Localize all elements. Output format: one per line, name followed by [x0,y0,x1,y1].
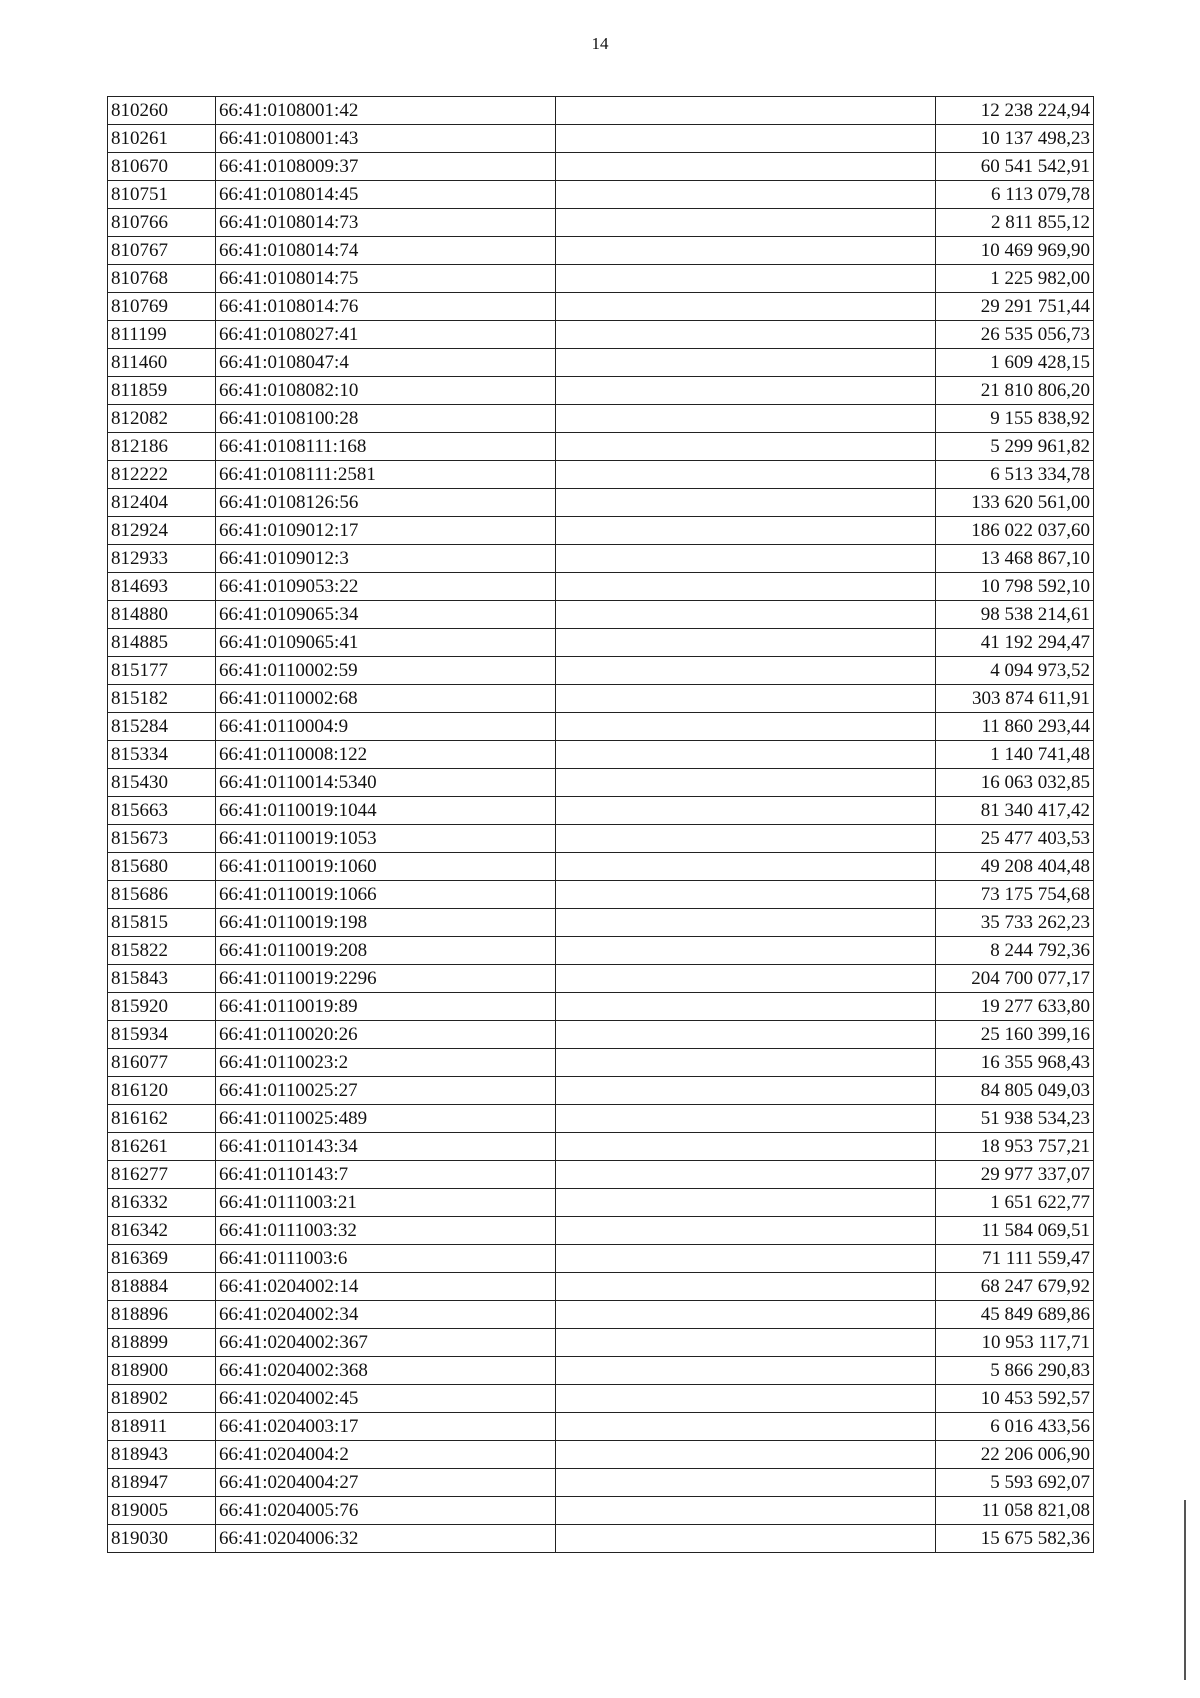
empty-cell [556,1357,936,1385]
value-cell: 25 477 403,53 [936,825,1094,853]
value-cell: 5 866 290,83 [936,1357,1094,1385]
object-id-cell: 810261 [108,125,216,153]
table-row [108,1441,1094,1469]
table-row [108,657,1094,685]
object-id-cell: 819030 [108,1525,216,1553]
value-cell: 21 810 806,20 [936,377,1094,405]
table-row [108,1385,1094,1413]
empty-cell [556,629,936,657]
cadastral-number-cell: 66:41:0108001:43 [216,125,556,153]
empty-cell [556,1469,936,1497]
object-id-cell: 812082 [108,405,216,433]
object-id-cell: 815334 [108,741,216,769]
empty-cell [556,741,936,769]
object-id-cell: 812924 [108,517,216,545]
object-id-cell: 815680 [108,853,216,881]
empty-cell [556,657,936,685]
value-cell: 19 277 633,80 [936,993,1094,1021]
table-row [108,1497,1094,1525]
empty-cell [556,1273,936,1301]
object-id-cell: 816077 [108,1049,216,1077]
object-id-cell: 810260 [108,97,216,125]
table-row [108,797,1094,825]
object-id-cell: 818900 [108,1357,216,1385]
empty-cell [556,1049,936,1077]
cadastral-number-cell: 66:41:0204005:76 [216,1497,556,1525]
value-cell: 68 247 679,92 [936,1273,1094,1301]
table-row [108,965,1094,993]
cadastral-number-cell: 66:41:0110019:1044 [216,797,556,825]
cadastral-number-cell: 66:41:0204003:17 [216,1413,556,1441]
cadastral-number-cell: 66:41:0110020:26 [216,1021,556,1049]
value-cell: 12 238 224,94 [936,97,1094,125]
table-row [108,433,1094,461]
table-row [108,601,1094,629]
object-id-cell: 816162 [108,1105,216,1133]
object-id-cell: 810751 [108,181,216,209]
cadastral-number-cell: 66:41:0110014:5340 [216,769,556,797]
object-id-cell: 818896 [108,1301,216,1329]
table-row [108,181,1094,209]
cadastral-number-cell: 66:41:0110143:34 [216,1133,556,1161]
table-row [108,881,1094,909]
object-id-cell: 811859 [108,377,216,405]
object-id-cell: 816332 [108,1189,216,1217]
value-cell: 11 584 069,51 [936,1217,1094,1245]
table-row [108,1301,1094,1329]
object-id-cell: 815673 [108,825,216,853]
cadastral-number-cell: 66:41:0109012:3 [216,545,556,573]
scan-edge-mark [1184,1500,1186,1680]
table-row [108,265,1094,293]
cadastral-number-cell: 66:41:0111003:6 [216,1245,556,1273]
empty-cell [556,1329,936,1357]
empty-cell [556,573,936,601]
table-row [108,769,1094,797]
empty-cell [556,1525,936,1553]
cadastral-number-cell: 66:41:0111003:21 [216,1189,556,1217]
empty-cell [556,1301,936,1329]
table-row [108,1077,1094,1105]
value-cell: 4 094 973,52 [936,657,1094,685]
value-cell: 35 733 262,23 [936,909,1094,937]
cadastral-number-cell: 66:41:0108014:73 [216,209,556,237]
object-id-cell: 812404 [108,489,216,517]
value-cell: 73 175 754,68 [936,881,1094,909]
value-cell: 10 469 969,90 [936,237,1094,265]
value-cell: 11 058 821,08 [936,1497,1094,1525]
table-row [108,1245,1094,1273]
empty-cell [556,1497,936,1525]
value-cell: 204 700 077,17 [936,965,1094,993]
value-cell: 186 022 037,60 [936,517,1094,545]
empty-cell [556,181,936,209]
empty-cell [556,265,936,293]
table-row [108,993,1094,1021]
object-id-cell: 810767 [108,237,216,265]
empty-cell [556,545,936,573]
empty-cell [556,601,936,629]
cadastral-number-cell: 66:41:0108111:168 [216,433,556,461]
table-row [108,1413,1094,1441]
object-id-cell: 816369 [108,1245,216,1273]
empty-cell [556,769,936,797]
empty-cell [556,1189,936,1217]
value-cell: 22 206 006,90 [936,1441,1094,1469]
object-id-cell: 818884 [108,1273,216,1301]
object-id-cell: 818911 [108,1413,216,1441]
empty-cell [556,489,936,517]
object-id-cell: 810769 [108,293,216,321]
cadastral-number-cell: 66:41:0110019:1060 [216,853,556,881]
empty-cell [556,1245,936,1273]
table-row [108,377,1094,405]
cadastral-number-cell: 66:41:0204002:368 [216,1357,556,1385]
cadastral-number-cell: 66:41:0204002:14 [216,1273,556,1301]
value-cell: 29 291 751,44 [936,293,1094,321]
table-row [108,209,1094,237]
value-cell: 1 609 428,15 [936,349,1094,377]
table-row [108,125,1094,153]
value-cell: 2 811 855,12 [936,209,1094,237]
table-row [108,1525,1094,1553]
cadastral-number-cell: 66:41:0108047:4 [216,349,556,377]
table-row [108,517,1094,545]
object-id-cell: 815182 [108,685,216,713]
table-row [108,293,1094,321]
empty-cell [556,881,936,909]
value-cell: 13 468 867,10 [936,545,1094,573]
empty-cell [556,517,936,545]
value-cell: 10 953 117,71 [936,1329,1094,1357]
object-id-cell: 815284 [108,713,216,741]
empty-cell [556,293,936,321]
cadastral-value-table [107,96,1094,1553]
empty-cell [556,1133,936,1161]
empty-cell [556,1161,936,1189]
object-id-cell: 815843 [108,965,216,993]
empty-cell [556,349,936,377]
object-id-cell: 812933 [108,545,216,573]
cadastral-number-cell: 66:41:0110019:208 [216,937,556,965]
value-cell: 26 535 056,73 [936,321,1094,349]
cadastral-number-cell: 66:41:0108014:75 [216,265,556,293]
cadastral-number-cell: 66:41:0111003:32 [216,1217,556,1245]
table-row [108,1105,1094,1133]
table-row [108,405,1094,433]
table-row [108,489,1094,517]
object-id-cell: 818943 [108,1441,216,1469]
table-row [108,321,1094,349]
value-cell: 71 111 559,47 [936,1245,1094,1273]
table-row [108,1357,1094,1385]
object-id-cell: 810766 [108,209,216,237]
object-id-cell: 811460 [108,349,216,377]
cadastral-number-cell: 66:41:0110025:27 [216,1077,556,1105]
table-row [108,1273,1094,1301]
empty-cell [556,1105,936,1133]
object-id-cell: 815177 [108,657,216,685]
table-row [108,629,1094,657]
value-cell: 303 874 611,91 [936,685,1094,713]
empty-cell [556,825,936,853]
empty-cell [556,237,936,265]
table-row [108,1329,1094,1357]
empty-cell [556,1077,936,1105]
object-id-cell: 815920 [108,993,216,1021]
empty-cell [556,909,936,937]
value-cell: 10 453 592,57 [936,1385,1094,1413]
object-id-cell: 818947 [108,1469,216,1497]
cadastral-number-cell: 66:41:0108111:2581 [216,461,556,489]
cadastral-number-cell: 66:41:0110019:2296 [216,965,556,993]
cadastral-number-cell: 66:41:0110143:7 [216,1161,556,1189]
object-id-cell: 815663 [108,797,216,825]
empty-cell [556,321,936,349]
object-id-cell: 812186 [108,433,216,461]
value-cell: 11 860 293,44 [936,713,1094,741]
table-row [108,909,1094,937]
table-row [108,1217,1094,1245]
cadastral-number-cell: 66:41:0110019:198 [216,909,556,937]
value-cell: 10 137 498,23 [936,125,1094,153]
table-row [108,825,1094,853]
object-id-cell: 815822 [108,937,216,965]
empty-cell [556,1385,936,1413]
cadastral-number-cell: 66:41:0110002:59 [216,657,556,685]
empty-cell [556,461,936,489]
object-id-cell: 815686 [108,881,216,909]
value-cell: 25 160 399,16 [936,1021,1094,1049]
table-row [108,1189,1094,1217]
cadastral-number-cell: 66:41:0110019:1066 [216,881,556,909]
table-row [108,97,1094,125]
table-row [108,685,1094,713]
table-row [108,461,1094,489]
value-cell: 8 244 792,36 [936,937,1094,965]
empty-cell [556,1021,936,1049]
empty-cell [556,965,936,993]
cadastral-number-cell: 66:41:0109053:22 [216,573,556,601]
cadastral-number-cell: 66:41:0109012:17 [216,517,556,545]
cadastral-number-cell: 66:41:0110023:2 [216,1049,556,1077]
table-row [108,153,1094,181]
value-cell: 18 953 757,21 [936,1133,1094,1161]
cadastral-number-cell: 66:41:0204002:45 [216,1385,556,1413]
empty-cell [556,377,936,405]
empty-cell [556,937,936,965]
cadastral-number-cell: 66:41:0108014:45 [216,181,556,209]
empty-cell [556,853,936,881]
value-cell: 1 651 622,77 [936,1189,1094,1217]
page-number: 14 [591,34,609,53]
object-id-cell: 818902 [108,1385,216,1413]
empty-cell [556,993,936,1021]
object-id-cell: 815815 [108,909,216,937]
table-row [108,741,1094,769]
cadastral-number-cell: 66:41:0110025:489 [216,1105,556,1133]
empty-cell [556,713,936,741]
cadastral-number-cell: 66:41:0108009:37 [216,153,556,181]
empty-cell [556,97,936,125]
value-cell: 15 675 582,36 [936,1525,1094,1553]
cadastral-number-cell: 66:41:0204006:32 [216,1525,556,1553]
table-row [108,545,1094,573]
table-row [108,713,1094,741]
table-row [108,1049,1094,1077]
table-row [108,1469,1094,1497]
empty-cell [556,433,936,461]
value-cell: 5 299 961,82 [936,433,1094,461]
object-id-cell: 814885 [108,629,216,657]
cadastral-number-cell: 66:41:0110019:89 [216,993,556,1021]
cadastral-number-cell: 66:41:0108082:10 [216,377,556,405]
value-cell: 1 225 982,00 [936,265,1094,293]
object-id-cell: 815430 [108,769,216,797]
object-id-cell: 810768 [108,265,216,293]
object-id-cell: 816261 [108,1133,216,1161]
table-row [108,1161,1094,1189]
cadastral-number-cell: 66:41:0110004:9 [216,713,556,741]
value-cell: 41 192 294,47 [936,629,1094,657]
table-row [108,853,1094,881]
value-cell: 49 208 404,48 [936,853,1094,881]
table-body [108,97,1094,1553]
object-id-cell: 812222 [108,461,216,489]
object-id-cell: 810670 [108,153,216,181]
object-id-cell: 816120 [108,1077,216,1105]
value-cell: 133 620 561,00 [936,489,1094,517]
object-id-cell: 811199 [108,321,216,349]
value-cell: 98 538 214,61 [936,601,1094,629]
cadastral-number-cell: 66:41:0204002:34 [216,1301,556,1329]
table-row [108,349,1094,377]
cadastral-number-cell: 66:41:0108001:42 [216,97,556,125]
value-cell: 29 977 337,07 [936,1161,1094,1189]
object-id-cell: 816277 [108,1161,216,1189]
object-id-cell: 814880 [108,601,216,629]
cadastral-number-cell: 66:41:0108100:28 [216,405,556,433]
empty-cell [556,1217,936,1245]
value-cell: 6 513 334,78 [936,461,1094,489]
value-cell: 1 140 741,48 [936,741,1094,769]
empty-cell [556,1441,936,1469]
table-row [108,1021,1094,1049]
object-id-cell: 819005 [108,1497,216,1525]
cadastral-number-cell: 66:41:0108027:41 [216,321,556,349]
object-id-cell: 814693 [108,573,216,601]
cadastral-number-cell: 66:41:0204004:2 [216,1441,556,1469]
value-cell: 10 798 592,10 [936,573,1094,601]
empty-cell [556,153,936,181]
table-row [108,237,1094,265]
object-id-cell: 816342 [108,1217,216,1245]
cadastral-number-cell: 66:41:0204002:367 [216,1329,556,1357]
cadastral-number-cell: 66:41:0108014:76 [216,293,556,321]
cadastral-number-cell: 66:41:0110019:1053 [216,825,556,853]
cadastral-number-cell: 66:41:0204004:27 [216,1469,556,1497]
table-row [108,1133,1094,1161]
empty-cell [556,405,936,433]
empty-cell [556,209,936,237]
table-row [108,573,1094,601]
cadastral-number-cell: 66:41:0109065:34 [216,601,556,629]
cadastral-number-cell: 66:41:0110008:122 [216,741,556,769]
object-id-cell: 818899 [108,1329,216,1357]
empty-cell [556,797,936,825]
cadastral-number-cell: 66:41:0110002:68 [216,685,556,713]
object-id-cell: 815934 [108,1021,216,1049]
empty-cell [556,1413,936,1441]
cadastral-number-cell: 66:41:0109065:41 [216,629,556,657]
value-cell: 16 063 032,85 [936,769,1094,797]
value-cell: 6 016 433,56 [936,1413,1094,1441]
value-cell: 6 113 079,78 [936,181,1094,209]
value-cell: 5 593 692,07 [936,1469,1094,1497]
value-cell: 9 155 838,92 [936,405,1094,433]
value-cell: 60 541 542,91 [936,153,1094,181]
cadastral-number-cell: 66:41:0108126:56 [216,489,556,517]
cadastral-number-cell: 66:41:0108014:74 [216,237,556,265]
value-cell: 51 938 534,23 [936,1105,1094,1133]
value-cell: 16 355 968,43 [936,1049,1094,1077]
value-cell: 45 849 689,86 [936,1301,1094,1329]
table-row [108,937,1094,965]
empty-cell [556,125,936,153]
value-cell: 84 805 049,03 [936,1077,1094,1105]
empty-cell [556,685,936,713]
value-cell: 81 340 417,42 [936,797,1094,825]
